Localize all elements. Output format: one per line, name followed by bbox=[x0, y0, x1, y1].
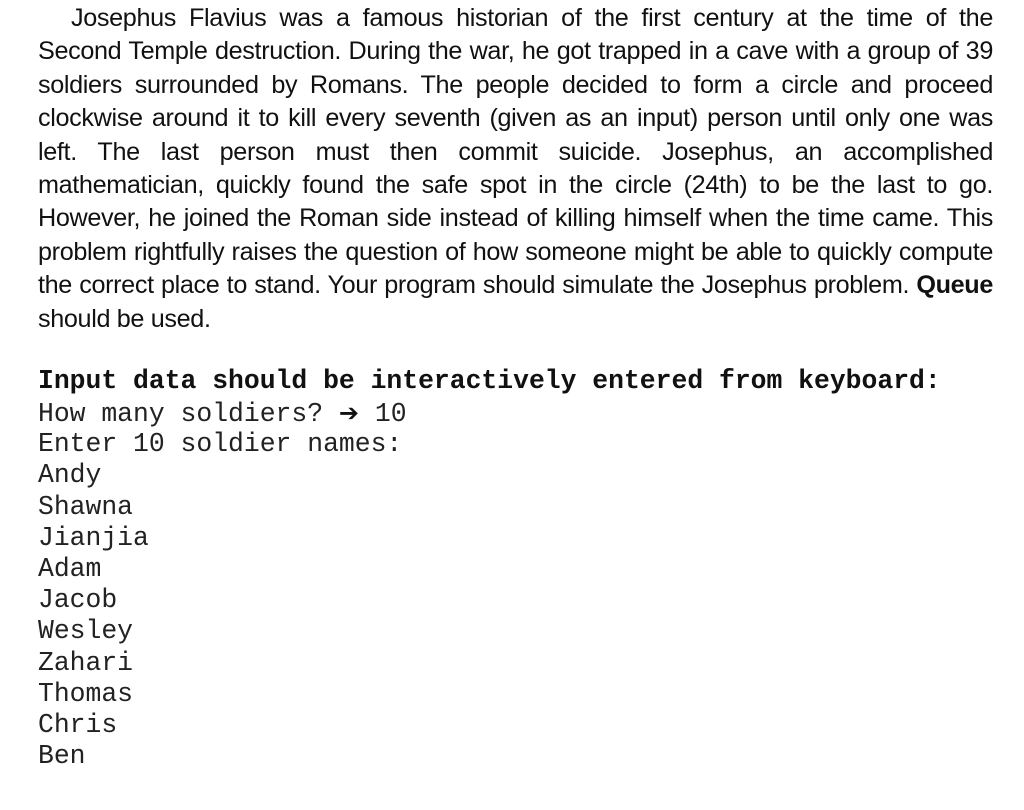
soldier-name: Zahari bbox=[38, 647, 134, 678]
input-heading: Input data should be interactively entered from keyboard: bbox=[38, 366, 941, 397]
queue-emphasis: Queue bbox=[916, 271, 993, 300]
right-arrow-icon: ➔ bbox=[338, 399, 360, 428]
input-example bbox=[38, 365, 993, 772]
soldier-name: Wesley bbox=[38, 616, 134, 647]
soldier-name: Shawna bbox=[38, 491, 134, 522]
problem-description bbox=[38, 0, 993, 336]
soldier-name: Adam bbox=[38, 554, 102, 584]
problem-text: Josephus Flavius was a famous historian of the first century at the time of the Second Temple destruction. During the war, he got trapped in a cave with a group of 39 soldiers surrounded by Romans. The people decided to form a circle and proceed clockwise around it to kill every seventh (given as an input) person until only one was left. The last person must then commit suicide. Josephus, an accomplished mathematician, quickly found the safe spot in the circle (24th) to be the last to go. However, he joined the Roman side instead of killing himself when the time came. This problem rightfully raises the question of how someone might be able to quickly compute the correct place to stand. Your program should simulate the Josephus problem. bbox=[38, 4, 993, 300]
soldier-name: Andy bbox=[38, 460, 102, 491]
document-page bbox=[38, 0, 993, 772]
soldier-name: Chris bbox=[38, 709, 118, 740]
soldier-name: Ben bbox=[38, 741, 86, 772]
soldier-name: Thomas bbox=[38, 678, 134, 709]
prompt-question: How many soldiers? bbox=[38, 399, 339, 430]
names-prompt: Enter 10 soldier names: bbox=[38, 429, 403, 460]
problem-text-end: should be used. bbox=[38, 304, 211, 333]
soldier-name: Jacob bbox=[38, 585, 118, 616]
prompt-answer: 10 bbox=[359, 399, 407, 430]
soldier-names-list bbox=[38, 460, 993, 772]
soldier-count-prompt bbox=[38, 398, 993, 429]
soldier-name: Jianjia bbox=[38, 522, 149, 553]
